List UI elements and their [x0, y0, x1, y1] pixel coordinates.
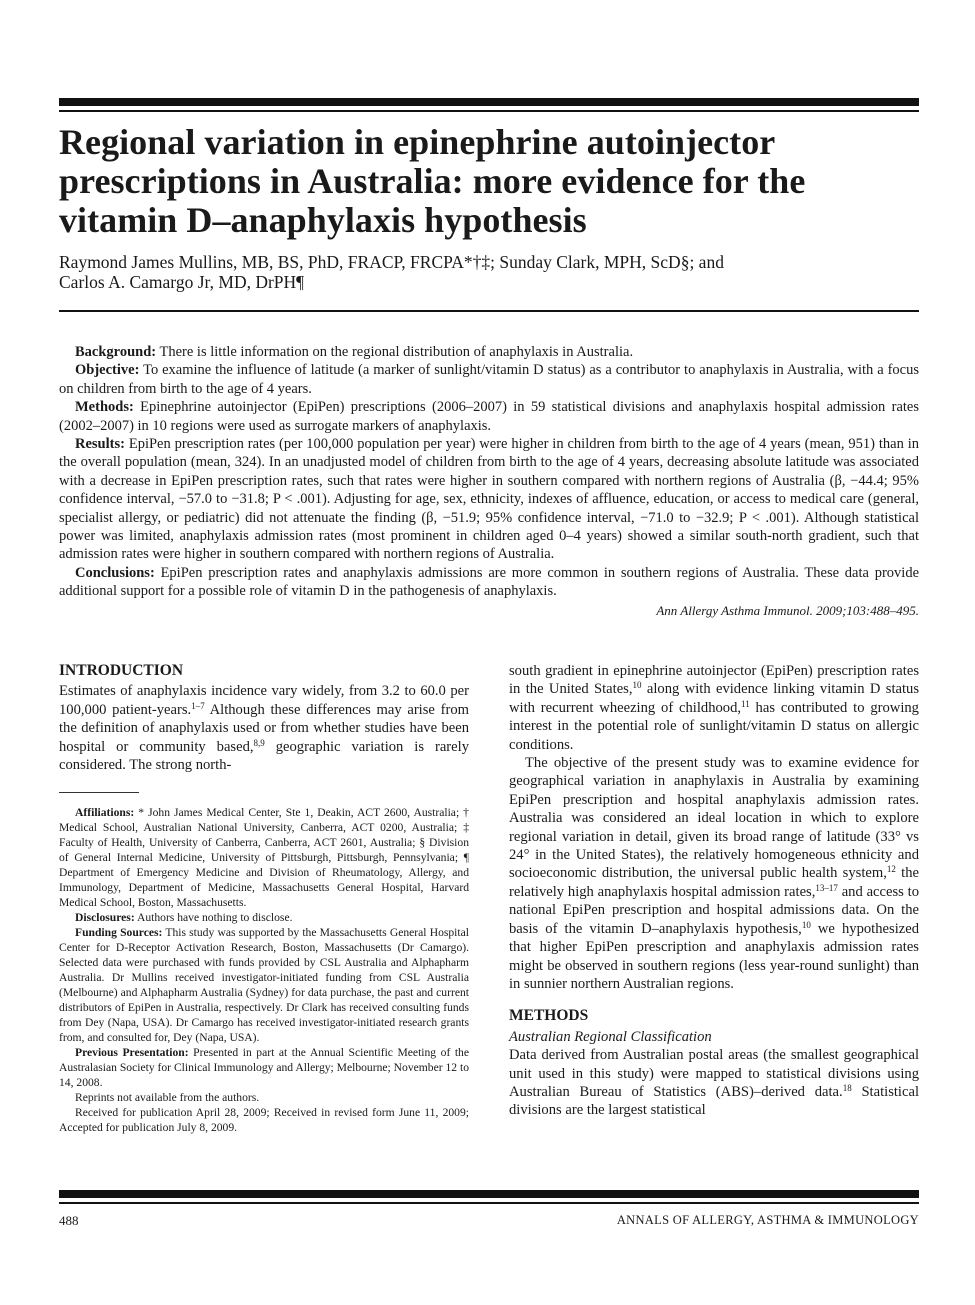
journal-citation: Ann Allergy Asthma Immunol. 2009;103:488–495. [656, 602, 919, 618]
right-column [509, 662, 919, 1120]
page-number: 488 [59, 1213, 79, 1228]
bottom-thin-rule [59, 1202, 919, 1204]
top-thin-rule [59, 110, 919, 112]
footnote-divider [59, 792, 139, 793]
affiliations-note: Affiliations: * John James Medical Center, Ste 1, Deakin, ACT 2600, Australia; † Medical School, Australian National University, Canberra, ACT 0200, Australia; ‡ Faculty of Health, University of Canberra, Canberra, ACT 2601, Australia; § Division of General Internal Medicine, University of Pittsburgh, Pittsburgh, Pennsylvania; ¶ Department of Emergency Medicine and Division of Rheumatology, Allergy, and Immunology, Department of Medicine, Massachusetts General Hospital, Harvard Medical School, Boston, Massachusetts. [59, 806, 469, 910]
footnotes [59, 805, 469, 1135]
received-note: Received for publication April 28, 2009; Received in revised form June 11, 2009; Accepted for publication July 8, 2009. [59, 1106, 469, 1135]
journal-name: ANNALS OF ALLERGY, ASTHMA & IMMUNOLOGY [616, 1213, 919, 1227]
left-column [59, 662, 469, 1135]
abstract-results: Results: EpiPen prescription rates (per 100,000 population per year) were higher in children from birth to the age of 4 years (mean, 951) than in the overall population (mean, 324). In an unadjusted model of children from birth to the age of 4 years, decreasing absolute latitude was associated with a decrease in EpiPen prescription rates, such that rates were higher in southern compared with northern regions of Australia (β, −44.4; 95% confidence interval, −57.0 to −31.8; P < .001). Adjusting for age, sex, ethnicity, indexes of affluence, education, or access to medical care (general, specialist allergy, or pediatric) did not attenuate the finding (β, −51.9; 95% confidence interval, −71.0 to −32.9; P < .001). Although statistical power was limited, anaphylaxis admission rates (most prominent in children aged 0–4 years) showed a similar south-north gradient, such that admission rates were higher in southern compared with northern regions of Australia. [59, 436, 919, 563]
author-line-2: Carlos A. Camargo Jr, MD, DrPH¶ [59, 272, 305, 292]
authors-rule [59, 310, 919, 312]
abstract-methods: Methods: Epinephrine autoinjector (EpiPen) prescriptions (2006–2007) in 59 statistical divisions and anaphylaxis hospital admission rates (2002–2007) in 10 regions were used as surrogate markers of anaphylaxis. [59, 399, 919, 434]
methods-paragraph: Data derived from Australian postal areas (the smallest geographical unit used in this study) were mapped to statistical divisions using Australian Bureau of Statistics (ABS)–derived data.$^{18}$ Statistical divisions are the largest statistical [509, 1047, 919, 1119]
bottom-thick-rule [59, 1190, 919, 1198]
introduction-heading: INTRODUCTION [59, 662, 184, 679]
top-thick-rule [59, 98, 919, 106]
methods-heading: METHODS [509, 1007, 589, 1025]
article-title: Regional variation in epinephrine autoinjector prescriptions in Australia: more evidence for the vitamin D–anaphylaxis hypothesis [59, 122, 806, 240]
disclosures-note: Disclosures: Authors have nothing to disclose. [75, 911, 293, 925]
abstract [59, 343, 919, 620]
intro-paragraph: Estimates of anaphylaxis incidence vary widely, from 3.2 to 60.0 per 100,000 patient-years.$^{1-7}$ Although these differences may arise from the definition of anaphylaxis used or from whether studies have been hospital or community based,$^{8,9}$ geographic variation is rarely considered. The strong north- [59, 683, 469, 774]
abstract-conclusions: Conclusions: EpiPen prescription rates and anaphylaxis admissions are more common in southern regions of Australia. These data provide additional support for a possible role of vitamin D in the pathogenesis of anaphylaxis. [59, 564, 920, 600]
right-paragraph-1: south gradient in epinephrine autoinjector (EpiPen) prescription rates in the United States,$^{10}$ along with evidence linking vitamin D status with recurrent wheezing of childhood,$^{11}$ has contributed to growing interest in the potential role of sunlight/vitamin D status on allergic conditions. [509, 663, 920, 753]
funding-note: Funding Sources: This study was supported by the Massachusetts General Hospital Center for D-Receptor Activation Research, Boston, Massachusetts (Dr Camargo). Selected data were purchased with funds provided by CSL Australia and Alphapharm Australia. Dr Mullins received investigator-initiated funding from CSL Australia (Melbourne) and Alphapharm Australia (Sydney) for data purchase, the past and current distributors of EpiPen in Australia, respectively. Dr Clark has received consulting funds from Dey (Napa, USA). Dr Camargo has received investigator-initiated research grants from, and consulted for, Dey (Napa, USA). [59, 926, 469, 1045]
right-paragraph-2: The objective of the present study was to examine evidence for geographical variation in anaphylaxis in Australia by examining EpiPen prescription and hospital anaphylaxis admission rates. Australia was considered an ideal location in which to explore regional variation in detail, given its broad range of latitude (33° vs 24° in the United States), the relatively homogeneous ethnicity and socioeconomic distribution, the universal public health system,$^{12}$ the relatively high anaphylaxis hospital admission rates,$^{13-17}$ and access to national EpiPen prescription and hospital admissions data. On the basis of the vitamin D–anaphylaxis hypothesis,$^{10}$ we hypothesized that higher EpiPen prescription and anaphylaxis admission rates might be observed in southern regions (less year-round sunlight) than in sunnier northern Australian regions. [509, 755, 920, 992]
abstract-objective: Objective: To examine the influence of latitude (a marker of sunlight/vitamin D status) as a contributor to anaphylaxis in Australia, with a focus on children from birth to the age of 4 years. [59, 362, 919, 397]
abstract-background: Background: There is little information on the regional distribution of anaphylaxis in Australia. [75, 344, 634, 360]
reprints-note: Reprints not available from the authors. [75, 1091, 260, 1105]
methods-subheading: Australian Regional Classification [509, 1028, 712, 1045]
author-line-1: Raymond James Mullins, MB, BS, PhD, FRACP, FRCPA*†‡; Sunday Clark, MPH, ScD§; and [59, 252, 724, 272]
presentation-note: Previous Presentation: Presented in part at the Annual Scientific Meeting of the Australasian Society for Clinical Immunology and Allergy; Melbourne; November 12 to 14, 2008. [59, 1046, 470, 1090]
author-list [59, 252, 919, 292]
